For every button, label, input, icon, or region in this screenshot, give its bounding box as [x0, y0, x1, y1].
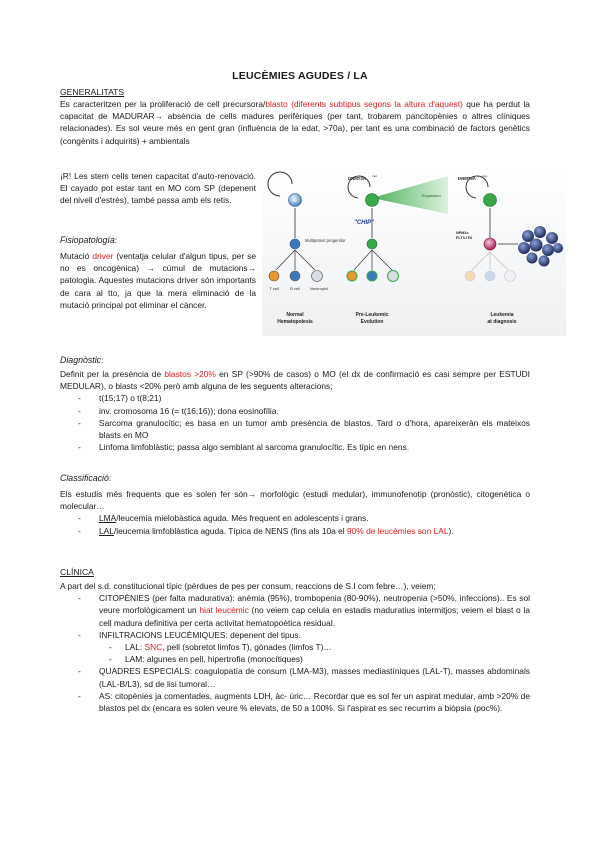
blast-cell [527, 253, 538, 264]
flt3-label: FLT3-ITD [456, 236, 473, 240]
faded-bcell [485, 271, 495, 281]
fisiopatologia-heading-row [60, 234, 256, 246]
classificacio-heading-row [60, 472, 530, 484]
stem-cells-note: ¡R! Les stem cells tenen capacitat d'auto-renovació. El cayado pot estar tant en MO com SP (depenent del nivell d'estrès), també passa amb els retis. [60, 171, 256, 206]
section-generalitats [60, 86, 530, 98]
fisiopatologia-colon: : [114, 235, 118, 245]
sublist-item-lal [99, 641, 530, 653]
faded-neutrophil [505, 271, 516, 282]
classificacio-text: Els estudis més frequents que es solen fer són→ morfològic (estudi medular), immunofenotip (pronòstic), citogenètica o molecular… [60, 489, 530, 512]
lal-highlight: 90% de leucèmies son LAL [346, 525, 449, 536]
progenitor-cell-2 [367, 239, 377, 249]
bcell-label: B cell [290, 286, 300, 291]
bcell [290, 271, 300, 281]
faded-tcell [465, 271, 475, 281]
blast-cell [542, 244, 554, 256]
caption-normal-2: Hematopoiesis [277, 319, 313, 325]
citopenies-text-a: CITOPÈNIES (per falta madurativa): anèmia (95%), trombopenia (80-90%), neutropenia (>50%, infeccions).. Es sol veure morfològicament un [99, 593, 530, 616]
lma-text: /leucemia mielobàstica aguda. Més frequent en adolescents i grans. [116, 513, 369, 524]
generalitats-highlight: blasto (diferents subtipus segons la altura d'aquest) [265, 99, 463, 109]
lal-inf-a: LAL: [125, 642, 145, 653]
clinica-intro: A part del s.d. constitucional típic (pèrdues de pes per consum, reaccions de S.I com febre…), veiem; [60, 581, 436, 591]
mutant-hsc-cell [366, 194, 379, 207]
npm1-label: NPM1c [456, 231, 469, 235]
list-item-lma [60, 512, 530, 524]
infiltracions-text: INFILTRACIONS LEUCÈMIQUES: depenent del tipus. [99, 629, 301, 640]
diagnostic-heading-row [60, 354, 530, 366]
page-title: LEUCÈMIES AGUDES / LA [232, 70, 368, 82]
diagnostic-paragraph [60, 368, 530, 453]
lma-abbr: LMA [99, 513, 117, 524]
fisiopatologia-paragraph [60, 250, 256, 311]
fisiopatologia-heading: Fisiopatología [60, 235, 115, 245]
caption-leuk-1: Leukemia [490, 312, 514, 318]
generalitats-text-b: que ha perdut la capacitat de MADURAR→ absència de cells madures perifèriques (per tant, trobarem pancitopènies o altres clíniques relacionades). Es sol veure més en gent gran (influència de la edat, >70a), per tant es una combinació de factors genètics (congènits i adquirits) + ambientals [60, 99, 530, 146]
expansion-label: Expansion [422, 193, 441, 198]
blast-cell [539, 256, 550, 267]
list-item: - t(15;17) o t(8;21) [60, 392, 530, 404]
blastos-highlight: blastos >20% [164, 369, 216, 379]
hematopoiesis-diagram [262, 168, 566, 336]
driver-highlight: driver [92, 251, 114, 261]
classificacio-colon: : [108, 473, 112, 483]
diagnostic-text-b: en SP (>90% de casos) o MO (el dx de confirmació es casi sempre per ESTUDI MEDULAR), o blasts <20% però amb alguna de les seguents alteracions; [60, 369, 530, 392]
infiltracions-sublist [99, 641, 530, 665]
diagnostic-text-a: Definit per la presència de [60, 369, 165, 379]
list-item-as: - AS: citopènies ja comentades, augments LDH, àc- úric… Recordar que es sol fer un aspirat medular, amb >20% de blastos pel dx (encara es solen veure % elevats, de 50 a 100%. Si l'aspirat es sec recurrim a biòpsia (poc%). [60, 690, 530, 714]
classificacio-paragraph [60, 488, 530, 537]
generalitats-heading: GENERALITATS [60, 87, 125, 97]
blast-cell [553, 243, 563, 253]
snc-highlight: SNC [144, 642, 163, 653]
neutrophil-2 [388, 271, 399, 282]
list-item-quadres: - QUADRES ESPECIALS: coagulopatía de consum (LMA-M3), masses mediastíniques (LAL-T), masses abdominals (LAL-B/L3), sd de lisi tumoral… [60, 665, 530, 689]
lal-abbr: LAL [99, 525, 114, 536]
blast-cell [546, 232, 558, 244]
neutrophil-label: Neutrophil [309, 286, 329, 291]
diagnostic-list [60, 392, 530, 453]
lal-text-a: /leucemia limfoblàstica aguda. Típica de NENS (fins als 10a el [113, 525, 347, 536]
list-item: - Linfoma limfoblàstic; passa algo semblant al sarcoma granulocític. Es típic en nens. [60, 441, 530, 453]
fisiopatologia-text-a: Mutació [60, 251, 93, 261]
bcell-2 [367, 271, 377, 281]
neutrophil [312, 271, 323, 282]
lal-text-b: ). [448, 525, 454, 536]
leukemic-progenitor [484, 238, 496, 250]
caption-normal-1: Normal [286, 312, 304, 318]
progenitor-cell-1 [290, 239, 300, 249]
citopenies-text-b: (no veiem cap celula en estadis maduratius intermitjos; veiem el blast o la cell madura definitiva per certa activitat hematopoètica residual. [99, 605, 530, 628]
list-item-citopenies [60, 592, 530, 629]
list-item-lal [60, 525, 530, 537]
dnmt3a-label-2: DNMT3A [458, 176, 476, 181]
caption-leuk-2: at diagnosis [487, 319, 517, 325]
clinica-heading-row [60, 566, 530, 578]
tcell-label: T cell [269, 286, 279, 291]
diagnostic-colon: : [101, 355, 104, 365]
classificacio-heading: Classificació [60, 473, 109, 483]
diagnostic-heading: Diagnòstic [60, 355, 102, 365]
sublist-item-lam: - LAM: algunes en pell, hipertrofia (monocítiques) [99, 653, 530, 665]
tcell [269, 271, 279, 281]
dnmt3a-sup-1: mut [372, 174, 378, 178]
hematopoiesis-figure [262, 168, 566, 336]
caption-pre-1: Pre-Leukemic [355, 312, 389, 318]
lal-inf-b: , pell (sobretot limfos T), gònades (limfos T)… [162, 642, 332, 653]
generalitats-paragraph [60, 98, 530, 147]
fisiopatologia-text-b: (ventatja celular d'algun tipus, per se no es oncogènica) → cúmul de mutacions→ patologia. Aquestes mutacions driver són importants de cara al tto, ja que la mera eliminació de la mutació principal pot eliminar el càncer. [60, 251, 256, 310]
generalitats-text-a: Es caracteritzen per la proliferació de cell precursora/ [60, 99, 266, 109]
dnmt3a-label-1: DNMT3A [348, 176, 366, 181]
caption-pre-2: Evolution [360, 319, 384, 325]
hsc-label-1: HSC [291, 199, 299, 203]
clinica-heading: CLÍNICA [60, 567, 94, 577]
classificacio-list [60, 512, 530, 536]
dnmt3a-sup-2: mut [482, 174, 488, 178]
list-item: - Sarcoma granulocític; es basa en un tumor amb presència de blastos. Tard o d'hora, apareixeràn els mateixos blasts en MO [60, 417, 530, 441]
blast-cell [518, 242, 530, 254]
list-item-infiltracions [60, 629, 530, 666]
clinica-paragraph [60, 580, 530, 714]
chip-label: "CHIP" [354, 220, 375, 226]
mutant-hsc-cell-2 [484, 194, 497, 207]
hiat-leucemic-highlight: hiat leucèmic [199, 605, 249, 616]
multipotent-label: Multipotent progenitor [305, 238, 346, 243]
tcell-2 [347, 271, 357, 281]
clinica-list [60, 592, 530, 714]
blast-cell [530, 239, 543, 252]
list-item: - inv. cromosoma 16 (= t(16;16)); dona eosinofília. [60, 405, 530, 417]
blast-cell [534, 226, 546, 238]
